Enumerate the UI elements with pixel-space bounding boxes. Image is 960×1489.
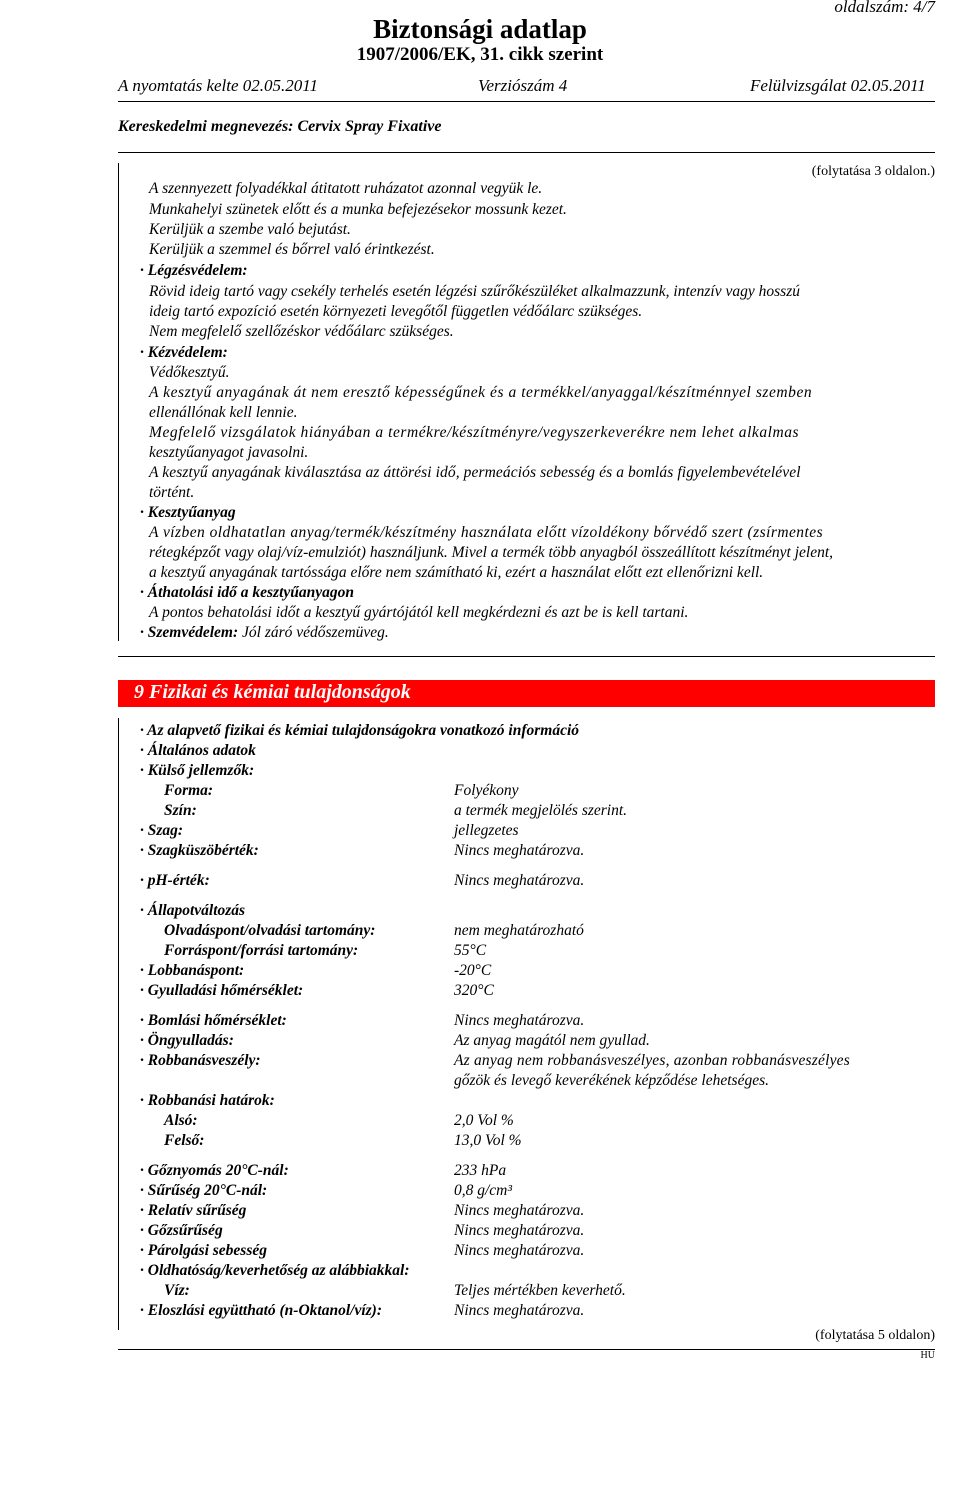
property-label: Szín: [164, 802, 197, 819]
section9-title: 9 Fizikai és kémiai tulajdonságok [134, 681, 411, 703]
hand-protection-text: Megfelelő vizsgálatok hiányában a termékre/készítményre/vegyszerkeverékre nem lehet alkalmas [149, 424, 800, 441]
continued-from-label: (folytatása 3 oldalon.) [811, 164, 935, 179]
property-value: Nincs meghatározva. [454, 1242, 585, 1259]
section8-left-rule [118, 163, 119, 641]
property-label: Forma: [164, 782, 214, 799]
property-label: · Gőznyomás 20°C-nál: [140, 1162, 289, 1179]
language-code: HU [920, 1350, 935, 1361]
property-label: · Állapotváltozás [140, 902, 246, 919]
property-value: 320°C [454, 982, 494, 999]
property-value: 233 hPa [454, 1162, 507, 1179]
appearance-heading: · Külső jellemzők: [140, 762, 255, 779]
precaution-line: Kerüljük a szembe való bejutást. [149, 221, 351, 238]
property-value: Nincs meghatározva. [454, 1202, 585, 1219]
property-label: · Eloszlási együttható (n-Oktanol/víz): [140, 1302, 382, 1319]
precaution-line: Kerüljük a szemmel és bőrrel való érintkezést. [149, 241, 435, 258]
property-value: gőzök és levegő keverékének képződése lehetséges. [454, 1072, 769, 1089]
footer-divider [118, 1349, 935, 1350]
property-label: · Öngyulladás: [140, 1032, 234, 1049]
regulation-subtitle: 1907/2006/EK, 31. cikk szerint [356, 44, 604, 65]
property-value: 2,0 Vol % [454, 1112, 514, 1129]
property-label: · Lobbanáspont: [140, 962, 245, 979]
property-value: jellegzetes [454, 822, 519, 839]
precaution-line: Munkahelyi szünetek előtt és a munka befejezésekor mossunk kezet. [149, 201, 567, 218]
hand-protection-text: A kesztyű anyagának kiválasztása az áttörési idő, permeációs sebesség és a bomlás figyelembevételével [149, 464, 801, 481]
hand-protection-text: Védőkesztyű. [149, 364, 230, 381]
property-label: · Sűrűség 20°C-nál: [140, 1182, 268, 1199]
respiratory-text: Rövid ideig tartó vagy csekély terhelés esetén légzési szűrőkészüléket alkalmazzunk, intenzív vagy hosszú [149, 283, 800, 300]
property-label: · Robbanásveszély: [140, 1052, 261, 1069]
glove-material-text: rétegképzőt vagy olaj/víz-emulziót) használjunk. Mivel a termék több anyagból összeállított készítményt jelent, [149, 544, 834, 561]
property-label: · Gőzsűrűség [140, 1222, 223, 1239]
respiratory-protection-heading: · Légzésvédelem: [140, 262, 248, 279]
continued-to-label: (folytatása 5 oldalon) [815, 1328, 935, 1343]
property-label: · pH-érték: [140, 872, 210, 889]
hand-protection-text: A kesztyű anyagának át nem eresztő képességűnek és a termékkel/anyaggal/készítménnyel szemben [149, 384, 813, 401]
section9-left-rule [118, 718, 119, 1330]
eye-protection-heading: · Szemvédelem: [140, 624, 239, 641]
property-value: Nincs meghatározva. [454, 1302, 585, 1319]
precaution-line: A szennyezett folyadékkal átitatott ruházatot azonnal vegyük le. [149, 180, 543, 197]
info-heading: · Az alapvető fizikai és kémiai tulajdonságokra vonatkozó információ [140, 722, 580, 739]
section9-title-bar [118, 680, 935, 707]
property-value: Nincs meghatározva. [454, 872, 585, 889]
general-info-heading: · Általános adatok [140, 742, 256, 759]
property-value: 0,8 g/cm³ [454, 1182, 513, 1199]
trade-name: Kereskedelmi megnevezés: Cervix Spray Fixative [118, 118, 442, 135]
hand-protection-heading: · Kézvédelem: [140, 344, 228, 361]
property-label: Alsó: [164, 1112, 198, 1129]
glove-material-text: a kesztyű anyagának tartóssága előre nem számítható ki, ezért a használat előtt ezt ellenőrizni kell. [149, 564, 764, 581]
eye-protection-line [140, 624, 389, 642]
property-value: Teljes mértékben keverhető. [454, 1282, 626, 1299]
property-value: nem meghatározható [454, 922, 584, 939]
property-label: · Gyulladási hőmérséklet: [140, 982, 304, 999]
property-value: 55°C [454, 942, 487, 959]
hand-protection-text: kesztyűanyagot javasolni. [149, 444, 309, 461]
property-value: Nincs meghatározva. [454, 1012, 585, 1029]
property-label: Olvadáspont/olvadási tartomány: [164, 922, 376, 939]
print-date: A nyomtatás kelte 02.05.2011 [118, 76, 319, 95]
property-label: · Párolgási sebesség [140, 1242, 268, 1259]
property-label: Forráspont/forrási tartomány: [164, 942, 359, 959]
property-label: · Relatív sűrűség [140, 1202, 247, 1219]
respiratory-text: ideig tartó expozíció esetén környezeti levegőtől független védőálarc szükséges. [149, 303, 643, 320]
glove-material-heading: · Kesztyűanyag [140, 504, 236, 521]
page-number: oldalszám: 4/7 [834, 0, 935, 16]
property-label: Víz: [164, 1282, 190, 1299]
header-divider [118, 101, 935, 102]
property-label: · Szagküszöbérték: [140, 842, 259, 859]
property-label: · Bomlási hőmérséklet: [140, 1012, 287, 1029]
property-label: Felső: [164, 1132, 205, 1149]
penetration-time-heading: · Áthatolási idő a kesztyűanyagon [140, 584, 355, 601]
property-value: Nincs meghatározva. [454, 842, 585, 859]
section-divider [118, 656, 935, 657]
hand-protection-text: történt. [149, 484, 195, 501]
hand-protection-text: ellenállónak kell lennie. [149, 404, 298, 421]
property-label: · Szag: [140, 822, 184, 839]
version-number: Verziószám 4 [478, 76, 568, 95]
revision-date: Felülvizsgálat 02.05.2011 [750, 76, 926, 95]
property-value: -20°C [454, 962, 492, 979]
respiratory-text: Nem megfelelő szellőzéskor védőálarc szükséges. [149, 323, 454, 340]
eye-protection-text: Jól záró védőszemüveg. [238, 624, 389, 641]
glove-material-text: A vízben oldhatatlan anyag/termék/készítmény használata előtt vízoldékony bőrvédő szert (zsírmentes [149, 524, 824, 541]
document-title: Biztonsági adatlap [373, 14, 587, 44]
property-value: Nincs meghatározva. [454, 1222, 585, 1239]
property-value: 13,0 Vol % [454, 1132, 522, 1149]
trade-name-divider [118, 152, 935, 153]
property-value: Az anyag nem robbanásveszélyes, azonban robbanásveszélyes [454, 1052, 850, 1069]
property-value: Az anyag magától nem gyullad. [454, 1032, 650, 1049]
property-label: · Robbanási határok: [140, 1092, 275, 1109]
penetration-time-text: A pontos behatolási időt a kesztyű gyártójától kell megkérdezni és azt be is kell tartani. [149, 604, 689, 621]
property-value: a termék megjelölés szerint. [454, 802, 628, 819]
property-label: · Oldhatóság/keverhetőség az alábbiakkal: [140, 1262, 410, 1279]
property-value: Folyékony [454, 782, 519, 799]
